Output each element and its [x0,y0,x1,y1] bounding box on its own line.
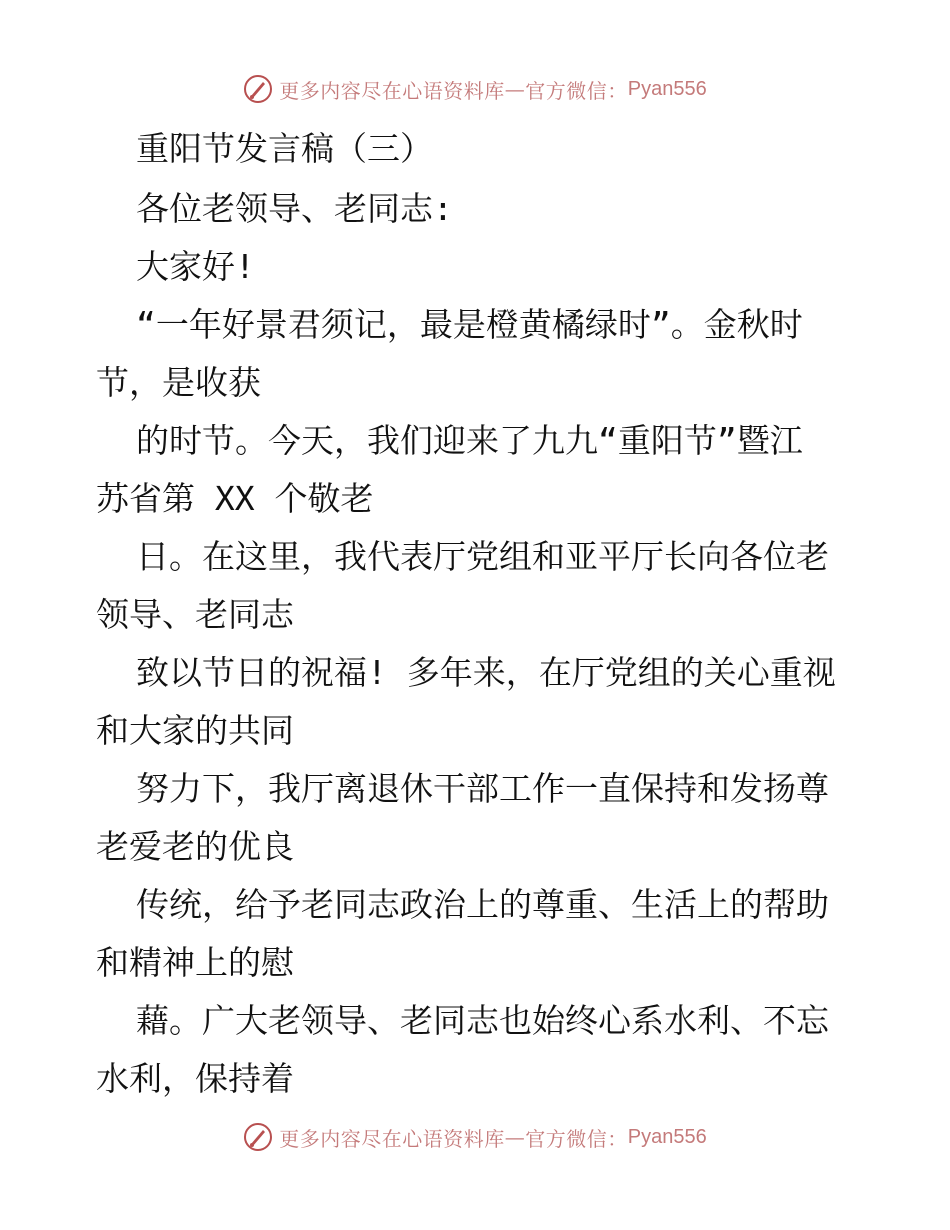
header-watermark [0,74,950,104]
watermark-dash: — [504,77,526,101]
paragraph-line: 的时节。今天，我们迎来了九九“重阳节”暨江 [136,421,803,460]
paragraph-line: 和大家的共同 [96,711,294,750]
paragraph-line: 日。在这里，我代表厅党组和亚平厅长向各位老 [136,537,829,576]
watermark-brand: Pyan556 [627,1125,707,1148]
watermark-dash: — [504,1125,526,1149]
watermark-official: 官方微信： [525,78,628,103]
watermark-official: 官方微信： [525,1126,628,1151]
paragraph-line: 水利，保持着 [96,1059,294,1098]
salutation: 各位老领导、老同志: [136,189,453,228]
paragraph-line: “一年好景君须记，最是橙黄橘绿时”。金秋时 [136,305,803,344]
watermark-text: 更多内容尽在心语资料库 [279,78,505,103]
feather-pen-icon [243,1122,273,1152]
paragraph-line: 老爱老的优良 [96,827,294,866]
paragraph-line: 努力下，我厅离退休干部工作一直保持和发扬尊 [136,769,829,808]
paragraph-line: 和精神上的慰 [96,943,294,982]
paragraph-line: 领导、老同志 [96,595,294,634]
watermark-brand: Pyan556 [627,77,707,100]
watermark-text: 更多内容尽在心语资料库 [279,1126,505,1151]
paragraph-line: 藉。广大老领导、老同志也始终心系水利、不忘 [136,1001,829,1040]
greeting: 大家好! [136,247,255,286]
paragraph-line: 苏省第 XX 个敬老 [96,479,374,518]
footer-watermark [0,1122,950,1152]
paragraph-line: 致以节日的祝福! 多年来，在厅党组的关心重视 [136,653,836,692]
feather-pen-icon [243,74,273,104]
paragraph-line: 节，是收获 [96,363,261,402]
paragraph-line: 传统，给予老同志政治上的尊重、生活上的帮助 [136,885,829,924]
doc-title: 重阳节发言稿（三） [136,129,433,168]
